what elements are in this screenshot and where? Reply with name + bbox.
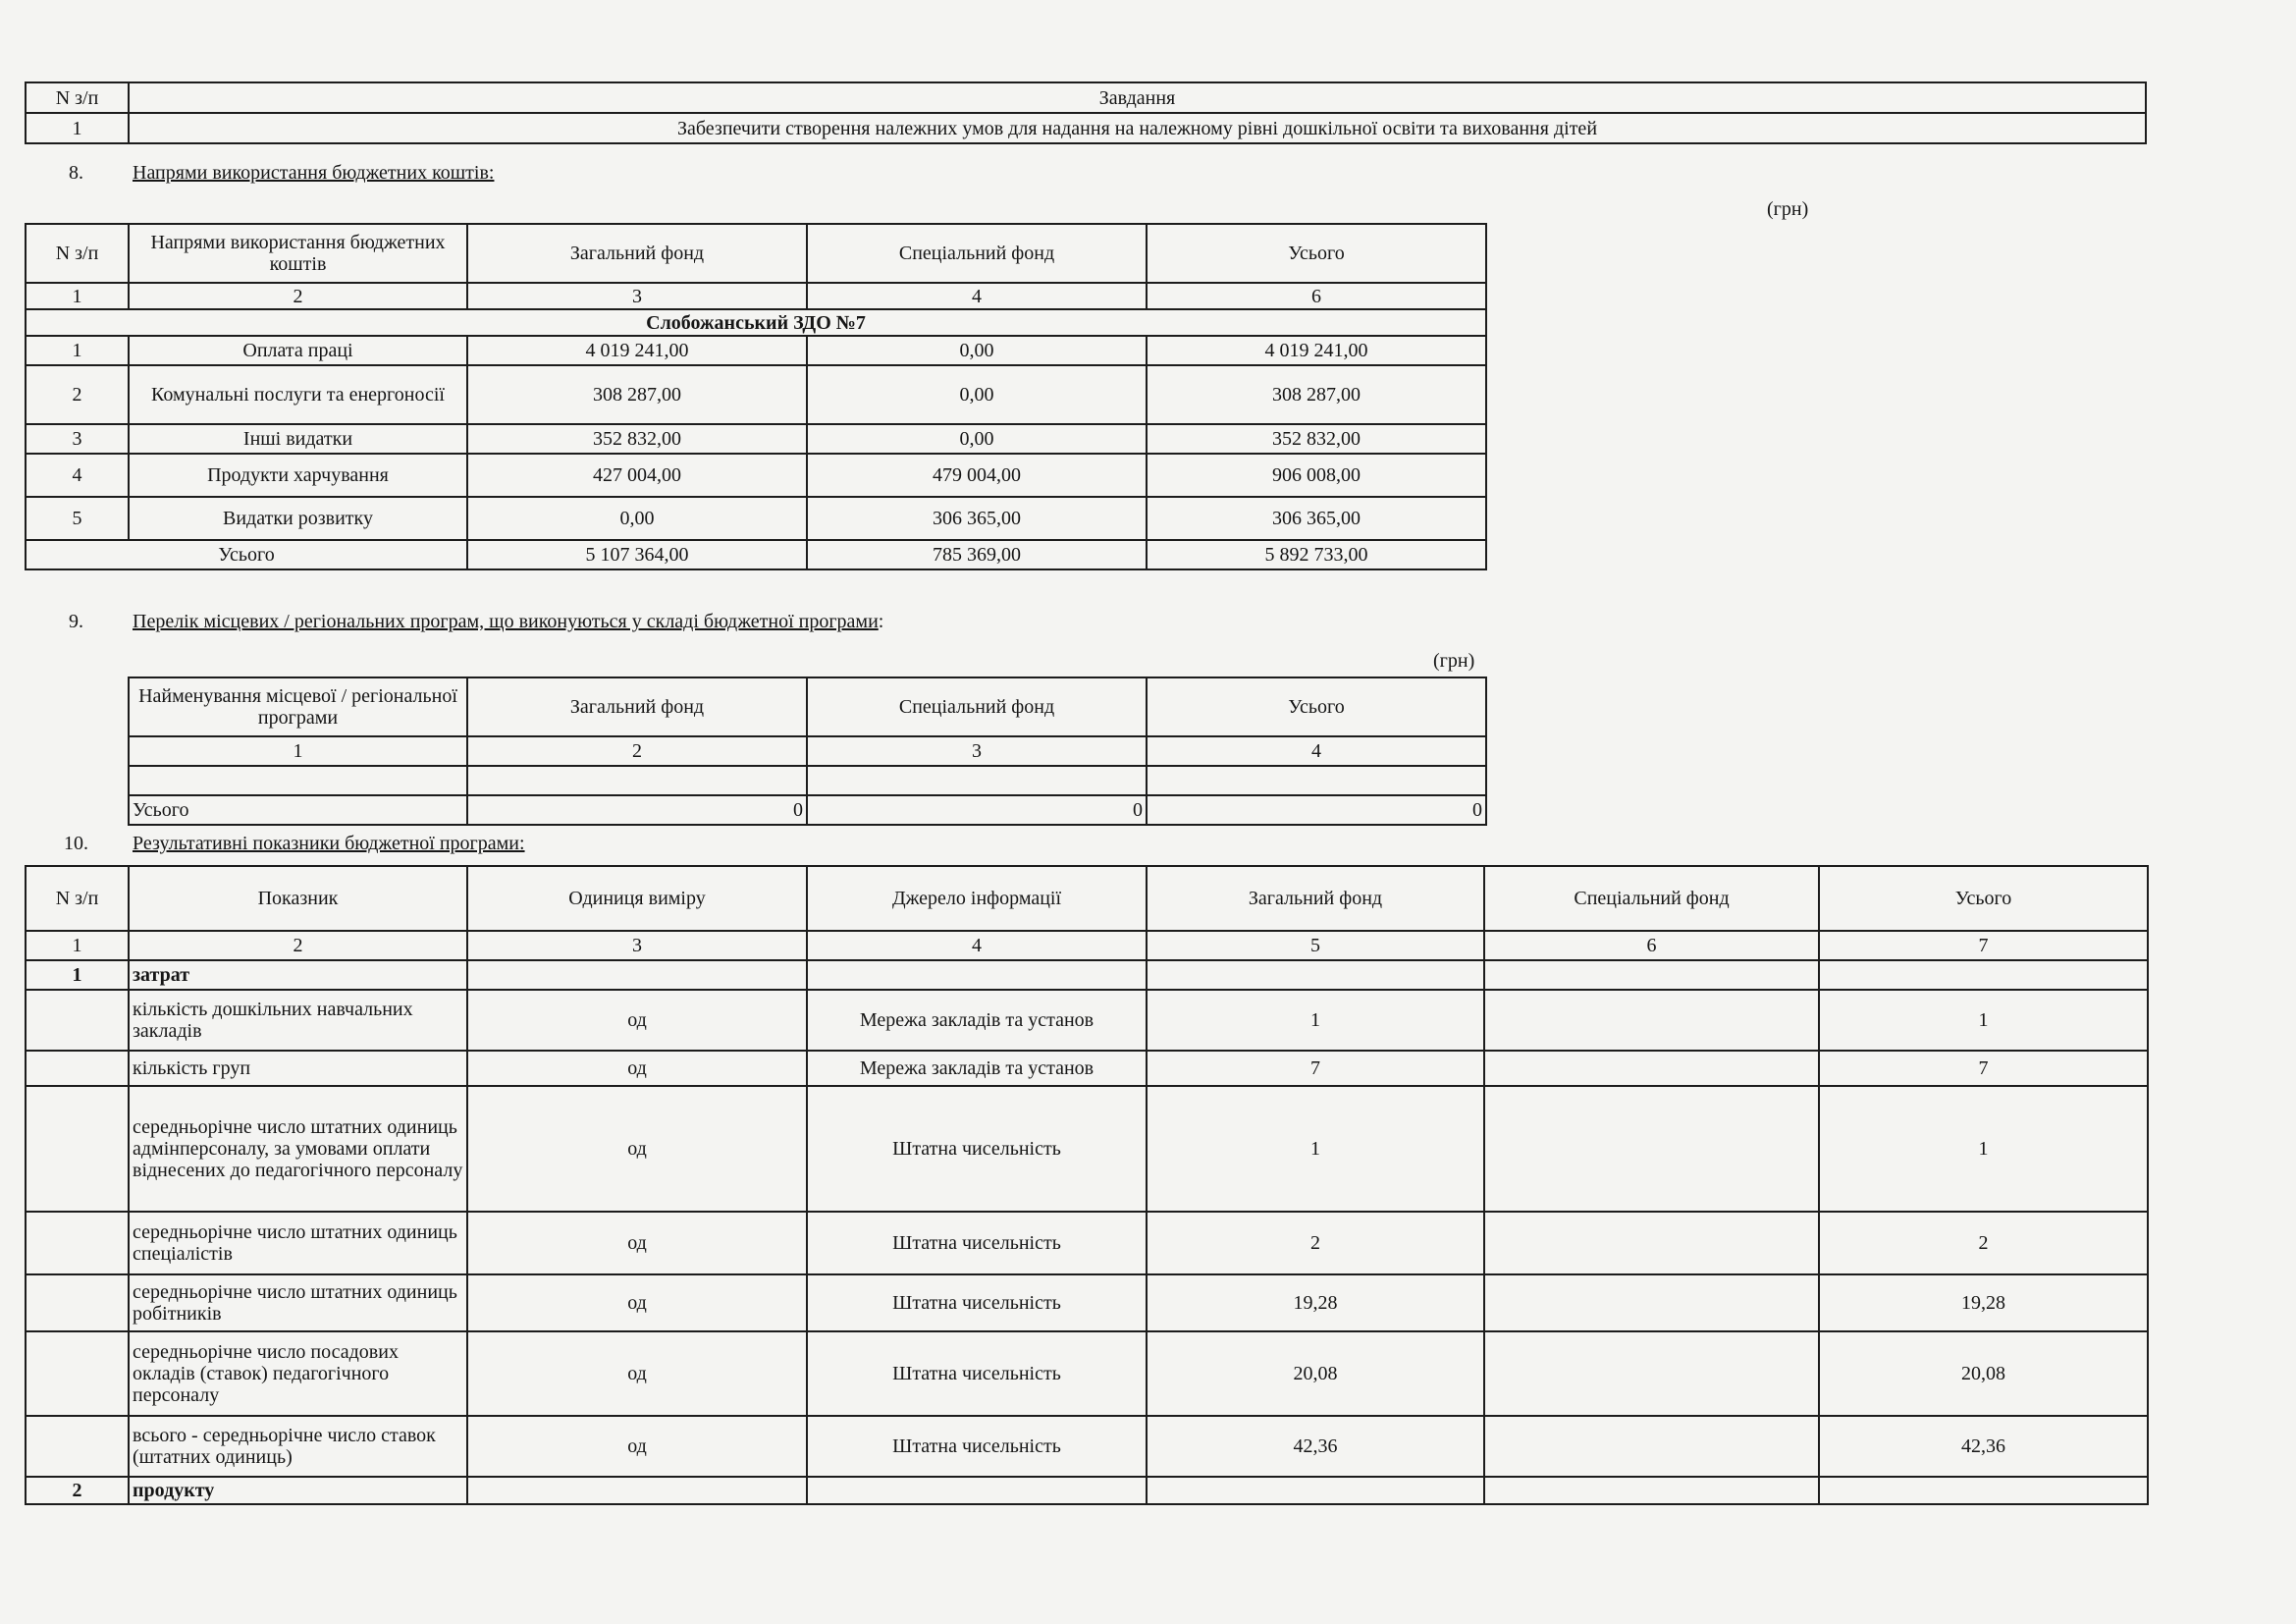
s8-row-special: 306 365,00 (807, 497, 1147, 540)
s8-row-special: 0,00 (807, 365, 1147, 424)
section8-title: Напрями використання бюджетних коштів: (133, 162, 495, 184)
group-row (26, 960, 2148, 990)
s10-header-source: Джерело інформації (807, 866, 1147, 931)
s8-row-total: 906 008,00 (1147, 454, 1486, 497)
s10-group1-title: затрат (129, 960, 467, 990)
s8-row-total: 306 365,00 (1147, 497, 1486, 540)
local-programs-table (128, 677, 1487, 826)
table-row (26, 1212, 2148, 1274)
s8-row-num: 4 (26, 454, 129, 497)
s10-row-indicator: середньорічне число штатних одиниць спеціалістів (129, 1212, 467, 1274)
table-row (26, 336, 1486, 365)
task-row-num: 1 (26, 113, 129, 143)
s8-row-special: 0,00 (807, 336, 1147, 365)
s9-total-label: Усього (129, 795, 467, 825)
s10-row-total: 42,36 (1819, 1416, 2148, 1477)
s10-row-unit: од (467, 990, 807, 1051)
s10-colnum: 7 (1819, 931, 2148, 960)
s10-row-general: 1 (1147, 990, 1484, 1051)
s8-total-total: 5 892 733,00 (1147, 540, 1486, 569)
s10-header-num: N з/п (26, 866, 129, 931)
s9-header-special: Спеціальний фонд (807, 677, 1147, 736)
s8-colnum: 1 (26, 283, 129, 309)
s9-empty-cell (129, 766, 467, 795)
s8-colnum: 3 (467, 283, 807, 309)
table-row (26, 540, 1486, 569)
s8-row-num: 3 (26, 424, 129, 454)
s10-row-total: 19,28 (1819, 1274, 2148, 1331)
s8-row-direction: Комунальні послуги та енергоносії (129, 365, 467, 424)
group-row (26, 1477, 2148, 1504)
s8-row-total: 308 287,00 (1147, 365, 1486, 424)
s10-header-total: Усього (1819, 866, 2148, 931)
s10-row-source: Штатна чисельність (807, 1086, 1147, 1212)
s10-row-special (1484, 1416, 1819, 1477)
s8-header-special: Спеціальний фонд (807, 224, 1147, 283)
s10-row-source: Штатна чисельність (807, 1416, 1147, 1477)
s10-row-indicator: всього - середньорічне число ставок (штатних одиниць) (129, 1416, 467, 1477)
s8-row-direction: Оплата праці (129, 336, 467, 365)
s10-row-unit: од (467, 1416, 807, 1477)
s8-row-num: 1 (26, 336, 129, 365)
s8-colnum: 2 (129, 283, 467, 309)
s10-colnum: 1 (26, 931, 129, 960)
s10-colnum: 6 (1484, 931, 1819, 960)
s9-colnum: 1 (129, 736, 467, 766)
table-row (26, 365, 1486, 424)
s8-row-general: 0,00 (467, 497, 807, 540)
s8-total-general: 5 107 364,00 (467, 540, 807, 569)
s8-row-total: 4 019 241,00 (1147, 336, 1486, 365)
section9-heading (133, 611, 883, 633)
s10-row-special (1484, 1086, 1819, 1212)
section9-title: Перелік місцевих / регіональних програм, що виконуються у складі бюджетної програми (133, 611, 879, 632)
s9-empty-cell (807, 766, 1147, 795)
table-row (26, 497, 1486, 540)
table-row (26, 1274, 2148, 1331)
s10-group2-title: продукту (129, 1477, 467, 1504)
s8-row-total: 352 832,00 (1147, 424, 1486, 454)
section10-number: 10. (64, 833, 88, 854)
s10-row-indicator: середньорічне число штатних одиниць адмінперсоналу, за умовами оплати віднесених до педагогічного персоналу (129, 1086, 467, 1212)
s9-header-general: Загальний фонд (467, 677, 807, 736)
s10-row-special (1484, 990, 1819, 1051)
table-row (26, 1416, 2148, 1477)
task-header-num: N з/п (26, 82, 129, 113)
s10-row-general: 19,28 (1147, 1274, 1484, 1331)
s10-group1-num: 1 (26, 960, 129, 990)
s9-colnum: 3 (807, 736, 1147, 766)
s10-row-indicator: середньорічне число штатних одиниць робітників (129, 1274, 467, 1331)
s10-row-source: Штатна чисельність (807, 1274, 1147, 1331)
s10-row-total: 20,08 (1819, 1331, 2148, 1416)
s10-header-general: Загальний фонд (1147, 866, 1484, 931)
s10-colnum: 2 (129, 931, 467, 960)
s9-total-special: 0 (807, 795, 1147, 825)
s10-row-general: 7 (1147, 1051, 1484, 1086)
s8-group-title: Слобожанський ЗДО №7 (26, 309, 1486, 336)
s10-colnum: 5 (1147, 931, 1484, 960)
s9-header-total: Усього (1147, 677, 1486, 736)
task-row-text: Забезпечити створення належних умов для надання на належному рівні дошкільної освіти та виховання дітей (129, 113, 2146, 143)
table-row (26, 990, 2148, 1051)
s10-row-source: Мережа закладів та установ (807, 990, 1147, 1051)
s8-row-special: 479 004,00 (807, 454, 1147, 497)
s8-header-direction: Напрями використання бюджетних коштів (129, 224, 467, 283)
section8-number: 8. (69, 162, 83, 184)
table-row (26, 424, 1486, 454)
s9-total-total: 0 (1147, 795, 1486, 825)
task-header-task: Завдання (129, 82, 2146, 113)
section9-title-suffix: : (878, 611, 884, 632)
table-row (26, 1051, 2148, 1086)
table-row (26, 1086, 2148, 1212)
s8-total-label: Усього (26, 540, 467, 569)
performance-indicators-table (25, 865, 2149, 1505)
table-row (129, 795, 1486, 825)
s8-row-direction: Продукти харчування (129, 454, 467, 497)
s9-colnum: 2 (467, 736, 807, 766)
s10-row-general: 42,36 (1147, 1416, 1484, 1477)
s10-row-unit: од (467, 1331, 807, 1416)
s9-header-name: Найменування місцевої / регіональної програми (129, 677, 467, 736)
s8-row-general: 427 004,00 (467, 454, 807, 497)
s10-row-source: Штатна чисельність (807, 1212, 1147, 1274)
s10-header-special: Спеціальний фонд (1484, 866, 1819, 931)
s8-row-direction: Інші видатки (129, 424, 467, 454)
s8-header-general: Загальний фонд (467, 224, 807, 283)
s8-colnum: 4 (807, 283, 1147, 309)
table-row (129, 766, 1486, 795)
s8-row-general: 4 019 241,00 (467, 336, 807, 365)
s10-row-unit: од (467, 1086, 807, 1212)
s8-row-direction: Видатки розвитку (129, 497, 467, 540)
s8-row-num: 5 (26, 497, 129, 540)
s10-row-special (1484, 1212, 1819, 1274)
s10-row-total: 1 (1819, 990, 2148, 1051)
s10-row-unit: од (467, 1051, 807, 1086)
s8-total-special: 785 369,00 (807, 540, 1147, 569)
section10-title: Результативні показники бюджетної програми: (133, 833, 525, 854)
section8-unit: (грн) (1767, 198, 1809, 220)
s8-row-general: 308 287,00 (467, 365, 807, 424)
s10-row-unit: од (467, 1274, 807, 1331)
s10-row-source: Мережа закладів та установ (807, 1051, 1147, 1086)
s10-row-general: 20,08 (1147, 1331, 1484, 1416)
budget-directions-table (25, 223, 1487, 570)
s8-row-general: 352 832,00 (467, 424, 807, 454)
s8-row-special: 0,00 (807, 424, 1147, 454)
s10-row-total: 7 (1819, 1051, 2148, 1086)
task-table (25, 81, 2147, 144)
s10-row-indicator: кількість дошкільних навчальних закладів (129, 990, 467, 1051)
s10-row-indicator: кількість груп (129, 1051, 467, 1086)
s10-row-total: 2 (1819, 1212, 2148, 1274)
s9-empty-cell (1147, 766, 1486, 795)
s9-total-general: 0 (467, 795, 807, 825)
s8-header-num: N з/п (26, 224, 129, 283)
s10-row-special (1484, 1331, 1819, 1416)
s10-colnum: 3 (467, 931, 807, 960)
s10-row-total: 1 (1819, 1086, 2148, 1212)
s9-colnum: 4 (1147, 736, 1486, 766)
section9-unit: (грн) (1433, 650, 1475, 672)
s9-empty-cell (467, 766, 807, 795)
s10-header-indicator: Показник (129, 866, 467, 931)
s10-row-indicator: середньорічне число посадових окладів (ставок) педагогічного персоналу (129, 1331, 467, 1416)
s10-row-special (1484, 1051, 1819, 1086)
table-row (26, 454, 1486, 497)
s10-row-unit: од (467, 1212, 807, 1274)
s10-row-general: 2 (1147, 1212, 1484, 1274)
s10-row-general: 1 (1147, 1086, 1484, 1212)
s8-header-total: Усього (1147, 224, 1486, 283)
s8-row-num: 2 (26, 365, 129, 424)
section9-number: 9. (69, 611, 83, 632)
s10-colnum: 4 (807, 931, 1147, 960)
s8-colnum: 6 (1147, 283, 1486, 309)
s10-header-unit: Одиниця виміру (467, 866, 807, 931)
table-row (26, 1331, 2148, 1416)
s10-group2-num: 2 (26, 1477, 129, 1504)
s10-row-special (1484, 1274, 1819, 1331)
s10-row-source: Штатна чисельність (807, 1331, 1147, 1416)
